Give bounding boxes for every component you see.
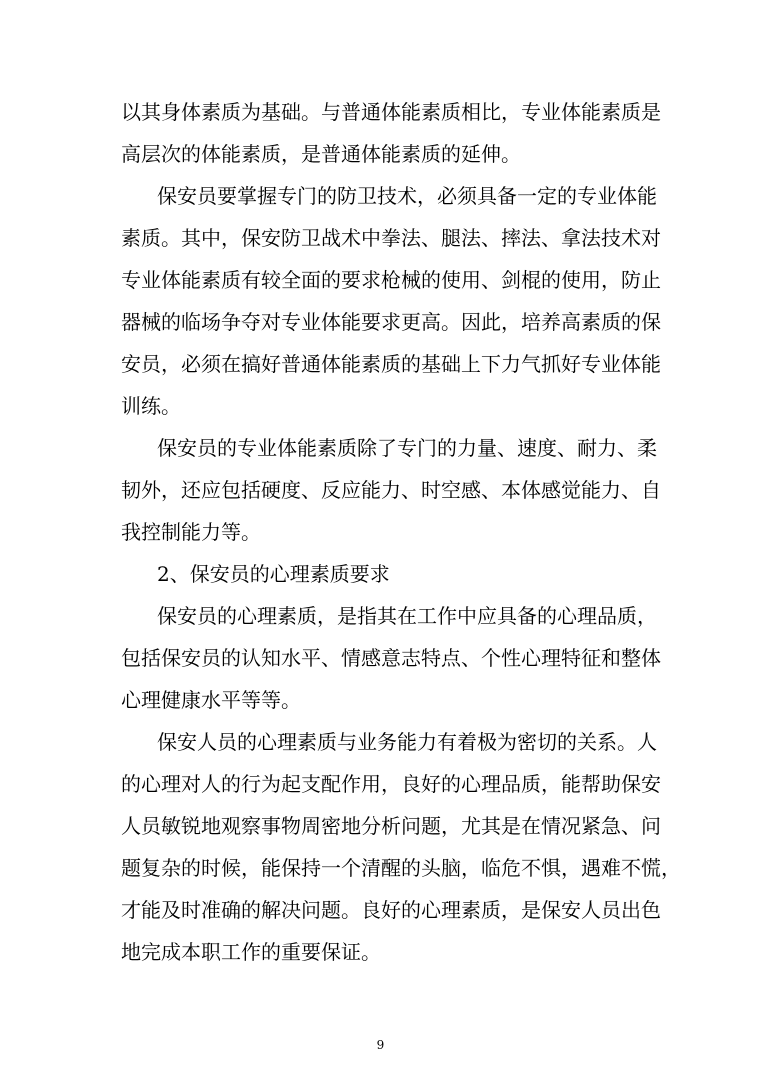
text-line: 保安员的专业体能素质除了专门的力量、速度、耐力、柔 [157,436,657,460]
text-line: 题复杂的时候，能保持一个清醒的头脑，临危不惧，遇难不慌， [121,856,681,880]
text-line: 训练。 [121,394,181,418]
text-line: 安员，必须在搞好普通体能素质的基础上下力气抓好专业体能 [121,352,661,376]
text-line: 保安人员的心理素质与业务能力有着极为密切的关系。人 [157,730,657,754]
page-number: 9 [376,1038,385,1052]
paragraph [121,427,661,553]
text-line: 包括保安员的认知水平、情感意志特点、个性心理特征和整体 [121,646,661,670]
paragraph [121,553,624,595]
text-line: 韧外，还应包括硬度、反应能力、时空感、本体感觉能力、自 [121,478,661,502]
text-line: 的心理对人的行为起支配作用，良好的心理品质，能帮助保安 [121,772,661,796]
document-body [121,91,681,973]
paragraph [121,91,661,175]
text-line: 人员敏锐地观察事物周密地分析问题，尤其是在情况紧急、问 [121,814,661,838]
paragraph [121,721,681,973]
paragraph [121,175,661,427]
text-line: 专业体能素质有较全面的要求枪械的使用、剑棍的使用，防止 [121,268,661,292]
text-line: 器械的临场争夺对专业体能要求更高。因此，培养高素质的保 [121,310,661,334]
paragraph [121,595,661,721]
text-line: 高层次的体能素质，是普通体能素质的延伸。 [121,142,521,166]
text-line: 地完成本职工作的重要保证。 [121,940,381,964]
text-line: 以其身体素质为基础。与普通体能素质相比，专业体能素质是 [121,100,661,124]
text-line: 保安员的心理素质，是指其在工作中应具备的心理品质， [157,604,657,628]
text-line: 我控制能力等。 [121,520,261,544]
text-line: 保安员要掌握专门的防卫技术，必须具备一定的专业体能 [157,184,657,208]
text-line: 素质。其中，保安防卫战术中拳法、腿法、摔法、拿法技术对 [121,226,661,250]
text-line: 才能及时准确的解决问题。良好的心理素质，是保安人员出色 [121,898,661,922]
text-line: 2、保安员的心理素质要求 [157,562,390,586]
text-line: 心理健康水平等等。 [121,688,301,712]
